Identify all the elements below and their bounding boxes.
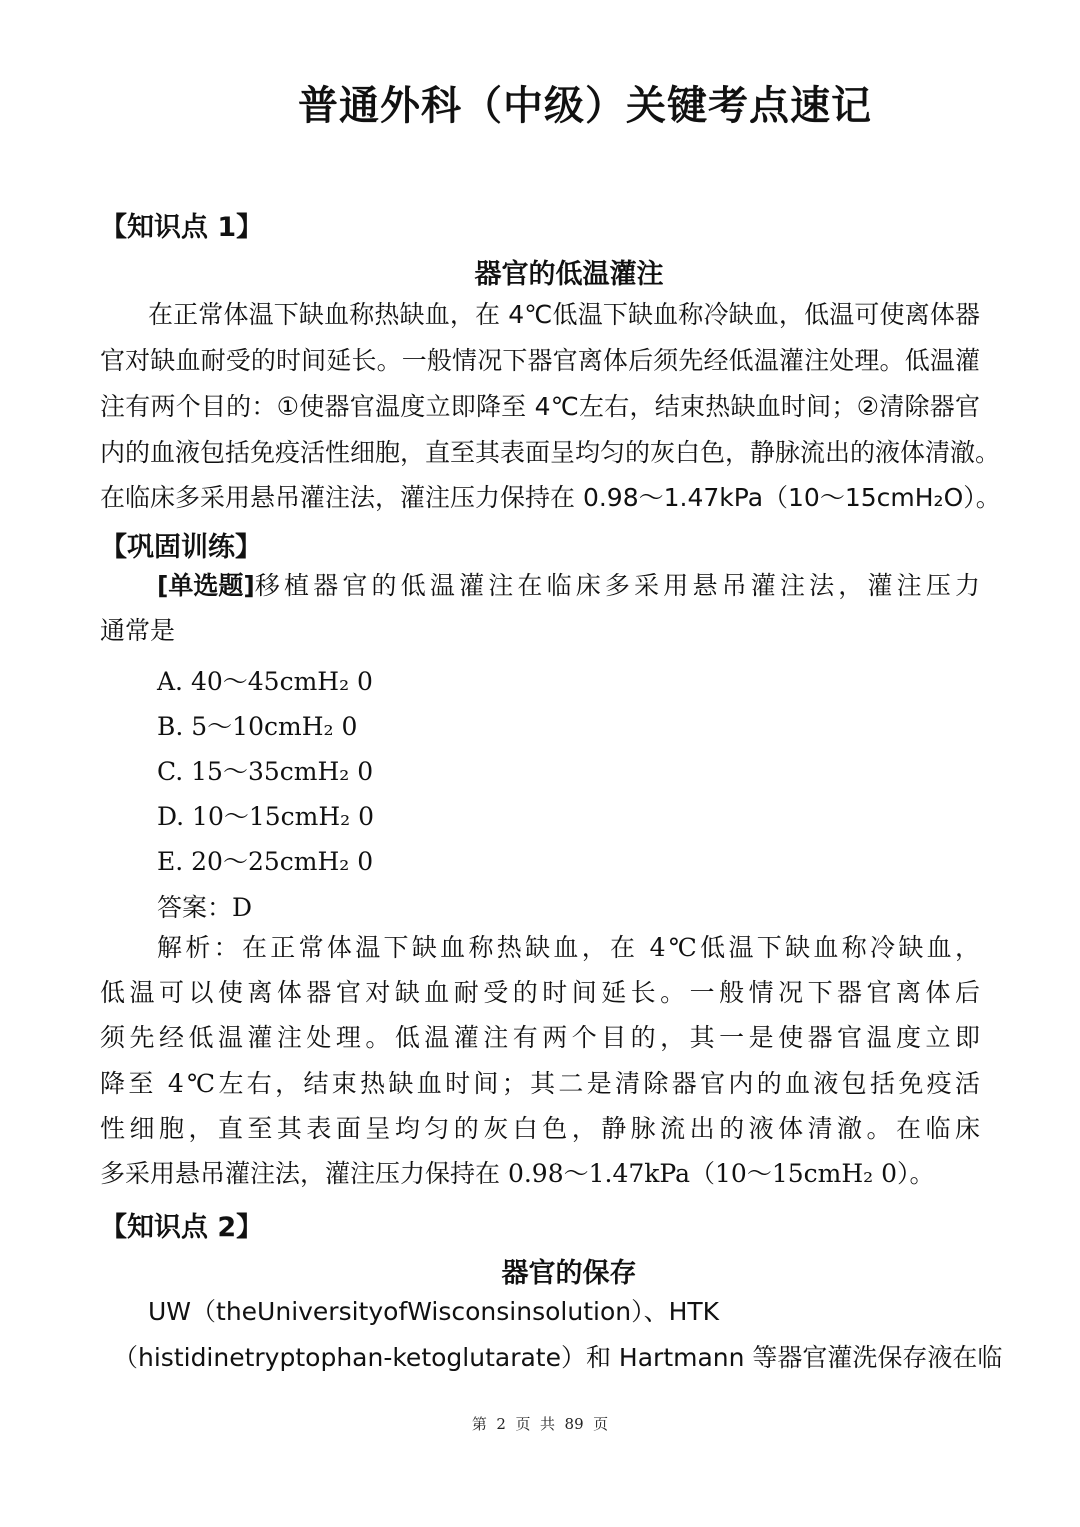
k2-paragraph-line: UW（theUniversityofWisconsinsolution）、HTK	[148, 1297, 720, 1326]
knowledge-point-2-topic: 器官的保存	[501, 1258, 637, 1289]
option-a: A. 40～45cmH₂ 0	[157, 667, 373, 696]
question-text: 移植器官的低温灌注在临床多采用悬吊灌注法，灌注压力	[254, 571, 980, 600]
k1-paragraph-line: 官对缺血耐受的时间延长。一般情况下器官离体后须先经低温灌注处理。低温灌	[100, 346, 980, 375]
analysis-line: 降至 4℃左右，结束热缺血时间；其二是清除器官内的血液包括免疫活	[100, 1069, 980, 1098]
knowledge-point-1-label: 【知识点 1】	[100, 212, 264, 243]
question-type-tag: [单选题]	[157, 571, 255, 600]
analysis-line: 多采用悬吊灌注法，灌注压力保持在 0.98～1.47kPa（10～15cmH₂ 0）。	[100, 1159, 935, 1188]
k1-paragraph-line: 内的血液包括免疫活性细胞，直至其表面呈均匀的灰白色，静脉流出的液体清澈。	[100, 438, 1001, 467]
option-c: C. 15～35cmH₂ 0	[157, 757, 374, 786]
practice-label: 【巩固训练】	[100, 532, 262, 563]
option-d: D. 10～15cmH₂ 0	[157, 802, 375, 831]
page-title: 普通外科（中级）关键考点速记	[298, 83, 872, 129]
option-b: B. 5～10cmH₂ 0	[157, 712, 358, 741]
knowledge-point-1-topic: 器官的低温灌注	[474, 259, 664, 290]
k2-paragraph-line: （histidinetryptophan-ketoglutarate）和 Hartmann 等器官灌洗保存液在临	[113, 1343, 1003, 1372]
question-text-continued: 通常是	[100, 616, 176, 645]
k1-paragraph-line: 注有两个目的：①使器官温度立即降至 4℃左右，结束热缺血时间；②清除器官	[100, 392, 980, 421]
option-e: E. 20～25cmH₂ 0	[157, 847, 374, 876]
analysis-line: 须先经低温灌注处理。低温灌注有两个目的，其一是使器官温度立即	[100, 1023, 980, 1052]
k1-paragraph-line: 在正常体温下缺血称热缺血，在 4℃低温下缺血称冷缺血，低温可使离体器	[148, 300, 980, 329]
analysis-line: 低温可以使离体器官对缺血耐受的时间延长。一般情况下器官离体后	[100, 978, 980, 1007]
answer: 答案：D	[157, 893, 253, 922]
analysis-line: 解析：在正常体温下缺血称热缺血，在 4℃低温下缺血称冷缺血，	[157, 933, 980, 962]
page-footer: 第 2 页 共 89 页	[471, 1415, 609, 1433]
analysis-line: 性细胞，直至其表面呈均匀的灰白色，静脉流出的液体清澈。在临床	[100, 1114, 980, 1143]
question-line	[157, 570, 980, 602]
k1-paragraph-line: 在临床多采用悬吊灌注法，灌注压力保持在 0.98～1.47kPa（10～15cmH₂O）。	[100, 483, 1001, 512]
knowledge-point-2-label: 【知识点 2】	[100, 1212, 264, 1243]
